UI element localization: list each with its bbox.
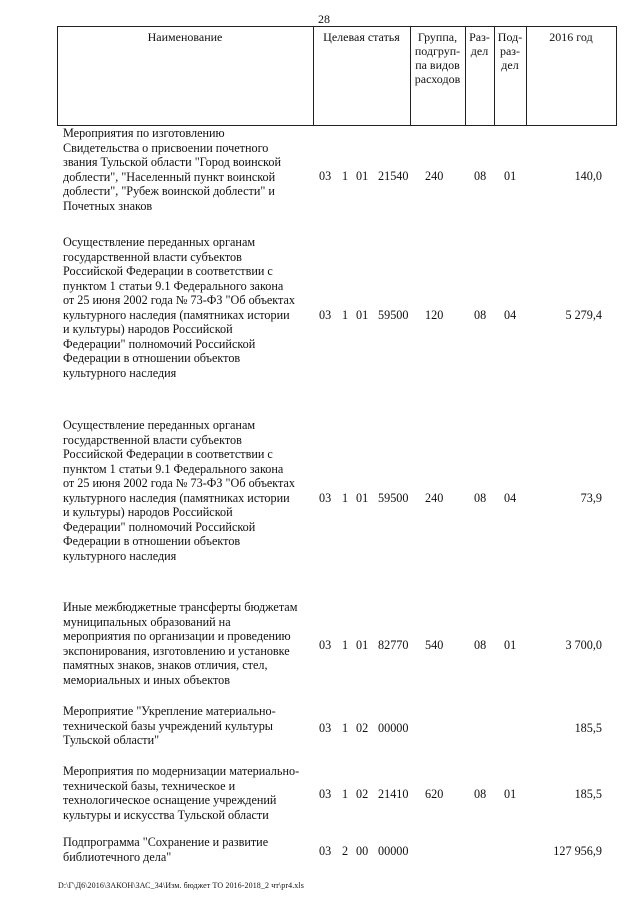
- row-name-line: Осуществление переданных органам: [63, 418, 256, 432]
- header-group-line: Группа,: [417, 30, 458, 44]
- row-name-line: экспонирования, изготовлению и установке: [63, 643, 290, 658]
- header-subsection: [494, 26, 526, 126]
- row-code-direction: 59500: [378, 308, 409, 322]
- row-name: [63, 704, 315, 748]
- row-amount: 185,5: [574, 787, 602, 801]
- row-name-line: технической базы, техническое и: [63, 778, 236, 793]
- row-name-line: государственной власти субъектов: [63, 249, 242, 264]
- row-section: 08: [474, 638, 487, 652]
- row-name-line: Российской Федерации в соответствии с: [63, 264, 273, 278]
- header-group-line: па видов: [415, 58, 460, 72]
- row-name-line: Мероприятие "Укрепление материально-: [63, 704, 276, 718]
- row-name-line: Тульской области": [63, 733, 160, 747]
- header-group: [410, 26, 465, 126]
- row-name-line: государственной власти субъектов: [63, 432, 242, 447]
- row-name-line: Подпрограмма "Сохранение и развитие: [63, 835, 269, 849]
- row-name-line: и культуры) народов Российской: [63, 322, 233, 336]
- row-name-line: Федерации" полномочий Российской: [63, 519, 256, 534]
- row-name-line: Мероприятия по модернизации материально-: [63, 764, 300, 778]
- header-group-line: расходов: [414, 72, 461, 86]
- row-amount: 5 279,4: [565, 308, 602, 322]
- row-name-line: Федерации в отношении объектов: [63, 534, 241, 548]
- row-name-line: Мероприятия по изготовлению: [63, 126, 225, 140]
- row-code-program: 03: [319, 844, 332, 858]
- row-name: [63, 600, 315, 687]
- row-code-main-event: 01: [356, 308, 369, 322]
- row-code-direction: 59500: [378, 491, 409, 505]
- row-code-subprogram: 1: [342, 787, 349, 801]
- row-name-line: звания Тульской области "Город воинской: [63, 155, 281, 169]
- row-code-subprogram: 1: [342, 638, 349, 652]
- row-code-main-event: 00: [356, 844, 369, 858]
- header-subsection-line: раз-: [499, 44, 521, 58]
- row-code-main-event: 02: [356, 787, 369, 801]
- header-section: [465, 26, 494, 126]
- header-subsection-line: Под-: [497, 30, 523, 44]
- row-name-line: от 25 июня 2002 года № 73-ФЗ "Об объектах: [63, 293, 296, 307]
- row-code-program: 03: [319, 638, 332, 652]
- row-name-line: доблести", "Населенный пункт воинской: [63, 169, 276, 184]
- row-code-subprogram: 1: [342, 308, 349, 322]
- row-section: 08: [474, 169, 487, 183]
- row-code-subprogram: 1: [342, 491, 349, 505]
- row-name-line: культурного наследия (памятниках истории: [63, 490, 290, 505]
- header-name: Наименование: [147, 30, 223, 44]
- row-section: 08: [474, 787, 487, 801]
- header-target: Целевая статья: [323, 30, 400, 44]
- row-name-line: от 25 июня 2002 года № 73-ФЗ "Об объектах: [63, 476, 296, 490]
- row-name-line: пунктом 1 статьи 9.1 Федерального закона: [63, 461, 284, 476]
- row-name-line: памятных знаков, знаков отличия, стел,: [63, 658, 268, 672]
- row-amount: 3 700,0: [565, 638, 602, 652]
- table-header: [57, 26, 617, 126]
- row-name-line: культурного наследия: [63, 548, 177, 563]
- row-name: [63, 764, 315, 822]
- row-name: [63, 418, 315, 563]
- row-section: 08: [474, 491, 487, 505]
- row-code-main-event: 01: [356, 491, 369, 505]
- row-name-line: мемориальных и иных объектов: [63, 672, 230, 687]
- row-name-line: мероприятия по организации и проведению: [63, 629, 291, 643]
- row-section: 08: [474, 308, 487, 322]
- header-group-line: подгруп-: [414, 44, 461, 58]
- row-group: 620: [425, 787, 444, 801]
- row-name-line: муниципальных образований на: [63, 614, 231, 629]
- row-subsection: 01: [504, 787, 517, 801]
- row-code-direction: 00000: [378, 844, 409, 858]
- row-code-program: 03: [319, 721, 332, 735]
- row-code-program: 03: [319, 787, 332, 801]
- file-path-footer: D:\Г\Д6\2016\ЗАКОН\ЗАС_34\Изм. бюджет ТО 2016-2018_2 чт\pr4.xls: [58, 881, 304, 890]
- row-subsection: 04: [504, 308, 517, 322]
- row-name-line: Почетных знаков: [63, 198, 153, 213]
- row-code-main-event: 01: [356, 638, 369, 652]
- row-name-line: культуры и искусства Тульской области: [63, 807, 269, 822]
- row-name: [63, 835, 315, 864]
- row-subsection: 04: [504, 491, 517, 505]
- row-code-direction: 21540: [378, 169, 409, 183]
- row-name-line: библиотечного дела": [63, 849, 172, 864]
- row-name: [63, 235, 315, 380]
- row-code-direction: 21410: [378, 787, 409, 801]
- row-name-line: Федерации" полномочий Российской: [63, 336, 256, 351]
- header-subsection-line: дел: [501, 58, 519, 72]
- row-name-line: Российской Федерации в соответствии с: [63, 447, 273, 461]
- row-code-main-event: 01: [356, 169, 369, 183]
- header-divider: [616, 26, 617, 126]
- row-name-line: Иные межбюджетные трансферты бюджетам: [63, 600, 298, 614]
- row-amount: 185,5: [574, 721, 602, 735]
- row-code-subprogram: 2: [342, 844, 349, 858]
- row-subsection: 01: [504, 638, 517, 652]
- page-number: 28: [318, 12, 330, 26]
- row-group: 540: [425, 638, 444, 652]
- row-code-program: 03: [319, 491, 332, 505]
- row-name-line: Федерации в отношении объектов: [63, 351, 241, 365]
- row-code-subprogram: 1: [342, 721, 349, 735]
- row-subsection: 01: [504, 169, 517, 183]
- row-code-program: 03: [319, 308, 332, 322]
- row-name-line: Свидетельства о присвоении почетного: [63, 140, 269, 155]
- row-name-line: и культуры) народов Российской: [63, 505, 233, 519]
- row-group: 240: [425, 169, 444, 183]
- row-code-direction: 82770: [378, 638, 409, 652]
- row-code-direction: 00000: [378, 721, 409, 735]
- row-code-program: 03: [319, 169, 332, 183]
- row-code-subprogram: 1: [342, 169, 349, 183]
- row-group: 240: [425, 491, 444, 505]
- row-group: 120: [425, 308, 444, 322]
- row-name: [63, 126, 315, 213]
- row-name-line: культурного наследия: [63, 365, 177, 380]
- row-name-line: культурного наследия (памятниках истории: [63, 307, 290, 322]
- row-code-main-event: 02: [356, 721, 369, 735]
- row-amount: 140,0: [574, 169, 602, 183]
- row-amount: 127 956,9: [553, 844, 602, 858]
- header-section-line: дел: [470, 44, 489, 58]
- row-name-line: технологическое оснащение учреждений: [63, 793, 277, 807]
- row-name-line: технической базы учреждений культуры: [63, 718, 273, 733]
- row-name-line: пунктом 1 статьи 9.1 Федерального закона: [63, 278, 284, 293]
- row-name-line: Осуществление переданных органам: [63, 235, 256, 249]
- row-name-line: доблести", "Рубеж воинской доблести" и: [63, 184, 275, 198]
- header-section-line: Раз-: [469, 30, 490, 44]
- row-amount: 73,9: [580, 491, 602, 505]
- header-year: 2016 год: [549, 30, 593, 44]
